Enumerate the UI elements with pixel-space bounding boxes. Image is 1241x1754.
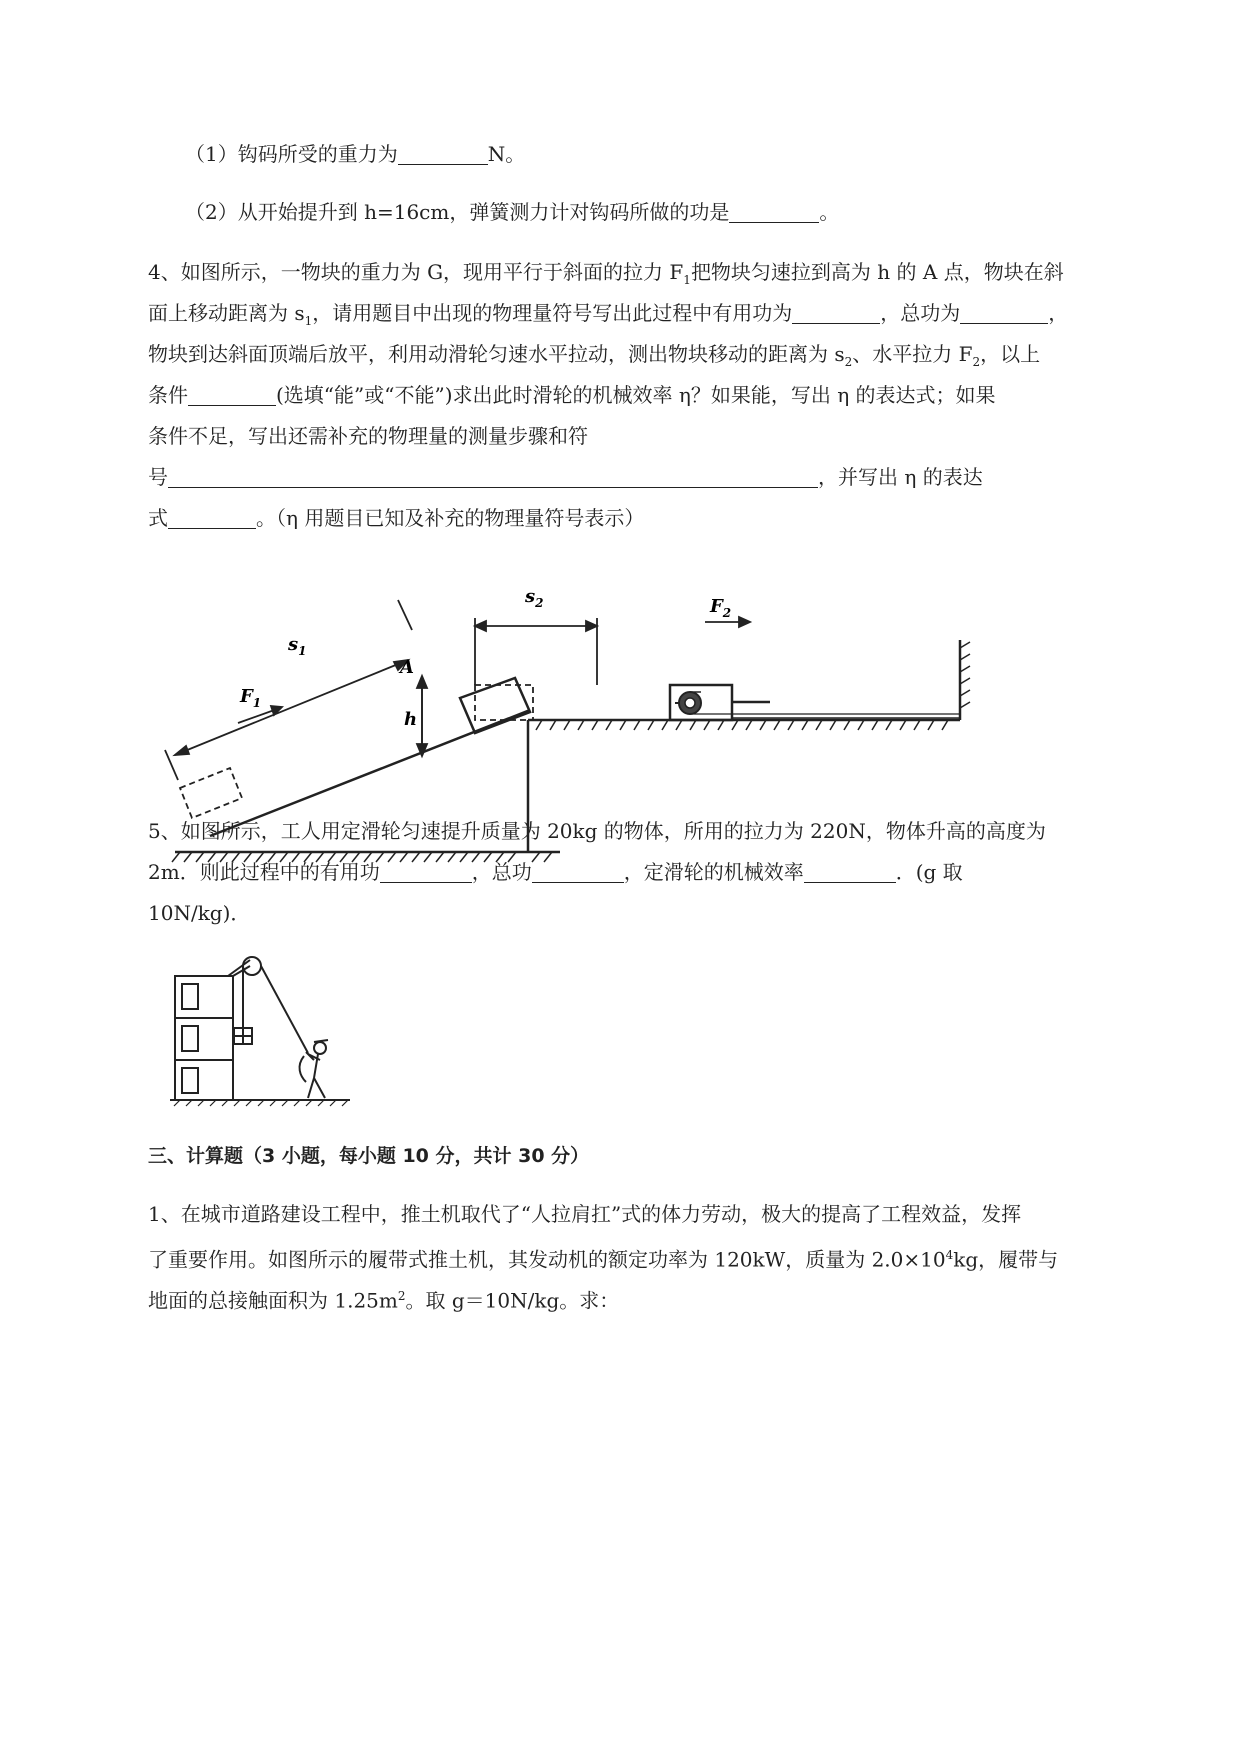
fixed-pulley-icon (243, 957, 261, 975)
q3-sub2-blank[interactable] (729, 202, 819, 223)
q5-useful-work-blank[interactable] (380, 862, 472, 883)
q3-sub1 (185, 140, 525, 168)
q4-total-work-blank[interactable] (960, 303, 1048, 324)
incline-start-dashed-block (180, 768, 242, 818)
q4-steps-blank[interactable] (168, 467, 818, 488)
s1-label: $s_1$ (288, 634, 307, 658)
q3-sub1-blank[interactable] (398, 144, 488, 165)
section3-title: 三、计算题（3 小题，每小题 10 分，共计 30 分） (148, 1145, 590, 1167)
h-label: h (404, 709, 418, 730)
q4-line7: 式 。（η 用题目已知及补充的物理量符号表示） (148, 506, 645, 530)
q5-line2: 2m．则此过程中的有用功 ，总功 ，定滑轮的机械效率 ．(g 取 (148, 860, 963, 884)
q3-sub2-text: （2）从开始提升到 h=16cm，弹簧测力计对钩码所做的功是 (185, 200, 730, 224)
building-floor-middle (175, 1018, 233, 1060)
q4-eta-blank[interactable] (168, 508, 256, 529)
q5-fixed-pulley-figure (170, 948, 370, 1108)
q4-line5: 条件不足，写出还需补充的物理量的测量步骤和符 (148, 424, 588, 448)
q4-line4: 条件 (选填“能”或“不能”)求出此时滑轮的机械效率 η？如果能，写出 η 的表达式；如果 (148, 383, 996, 407)
calc1-line2: 了重要作用。如图所示的履带式推土机，其发动机的额定功率为 120kW，质量为 $2.0\times 10^4kg$，履带与 (148, 1247, 1059, 1272)
calc1-line3: 地面的总接触面积为 $1.25m^2$。取 g＝10N/kg。求： (148, 1288, 620, 1313)
s2-label: $s_2$ (525, 586, 544, 610)
q5-total-work-blank[interactable] (532, 862, 624, 883)
q5-line1: 5、如图所示，工人用定滑轮匀速提升质量为 20kg 的物体，所用的拉力为 220N，物体升高的高度为 (148, 819, 1046, 843)
worker-icon (300, 1040, 328, 1098)
q3-sub2-end: 。 (819, 200, 840, 224)
q4-line2: 面上移动距离为 $s_1$，请用题目中出现的物理量符号写出此过程中有用功为 ，总功为 ， (148, 301, 1069, 328)
q3-sub1-text: （1）钩码所受的重力为 (185, 142, 398, 166)
incline-block (460, 678, 530, 733)
q4-useful-work-blank[interactable] (792, 303, 880, 324)
s1-dimension-line (175, 660, 408, 755)
q4-line3: 物块到达斜面顶端后放平，利用动滑轮匀速水平拉动，测出物块移动的距离为 $s_2$、水平拉力 $F_2$，以上 (148, 342, 1041, 369)
point-A-label: A (400, 657, 414, 678)
q4-can-blank[interactable] (188, 385, 276, 406)
F2-label: $F_2$ (710, 596, 732, 620)
calc1-line1: 1、在城市道路建设工程中，推土机取代了“人拉肩扛”式的体力劳动，极大的提高了工程效益，发挥 (148, 1202, 1022, 1226)
q5-efficiency-blank[interactable] (804, 862, 896, 883)
q3-sub1-unit: N。 (487, 142, 526, 166)
building-floor-top (175, 976, 233, 1018)
q5-line3: 10N/kg)． (148, 901, 251, 925)
q3-sub2 (185, 198, 839, 226)
q4-line1: 4、如图所示，一物块的重力为 G，现用平行于斜面的拉力 $F_1$把物块匀速拉到高为 h 的 A 点，物块在斜 (148, 260, 1064, 287)
movable-pulley-icon (675, 692, 960, 714)
F1-label: $F_1$ (240, 686, 262, 710)
q4-line6: 号 ，并写出 η 的表达 (148, 465, 983, 489)
